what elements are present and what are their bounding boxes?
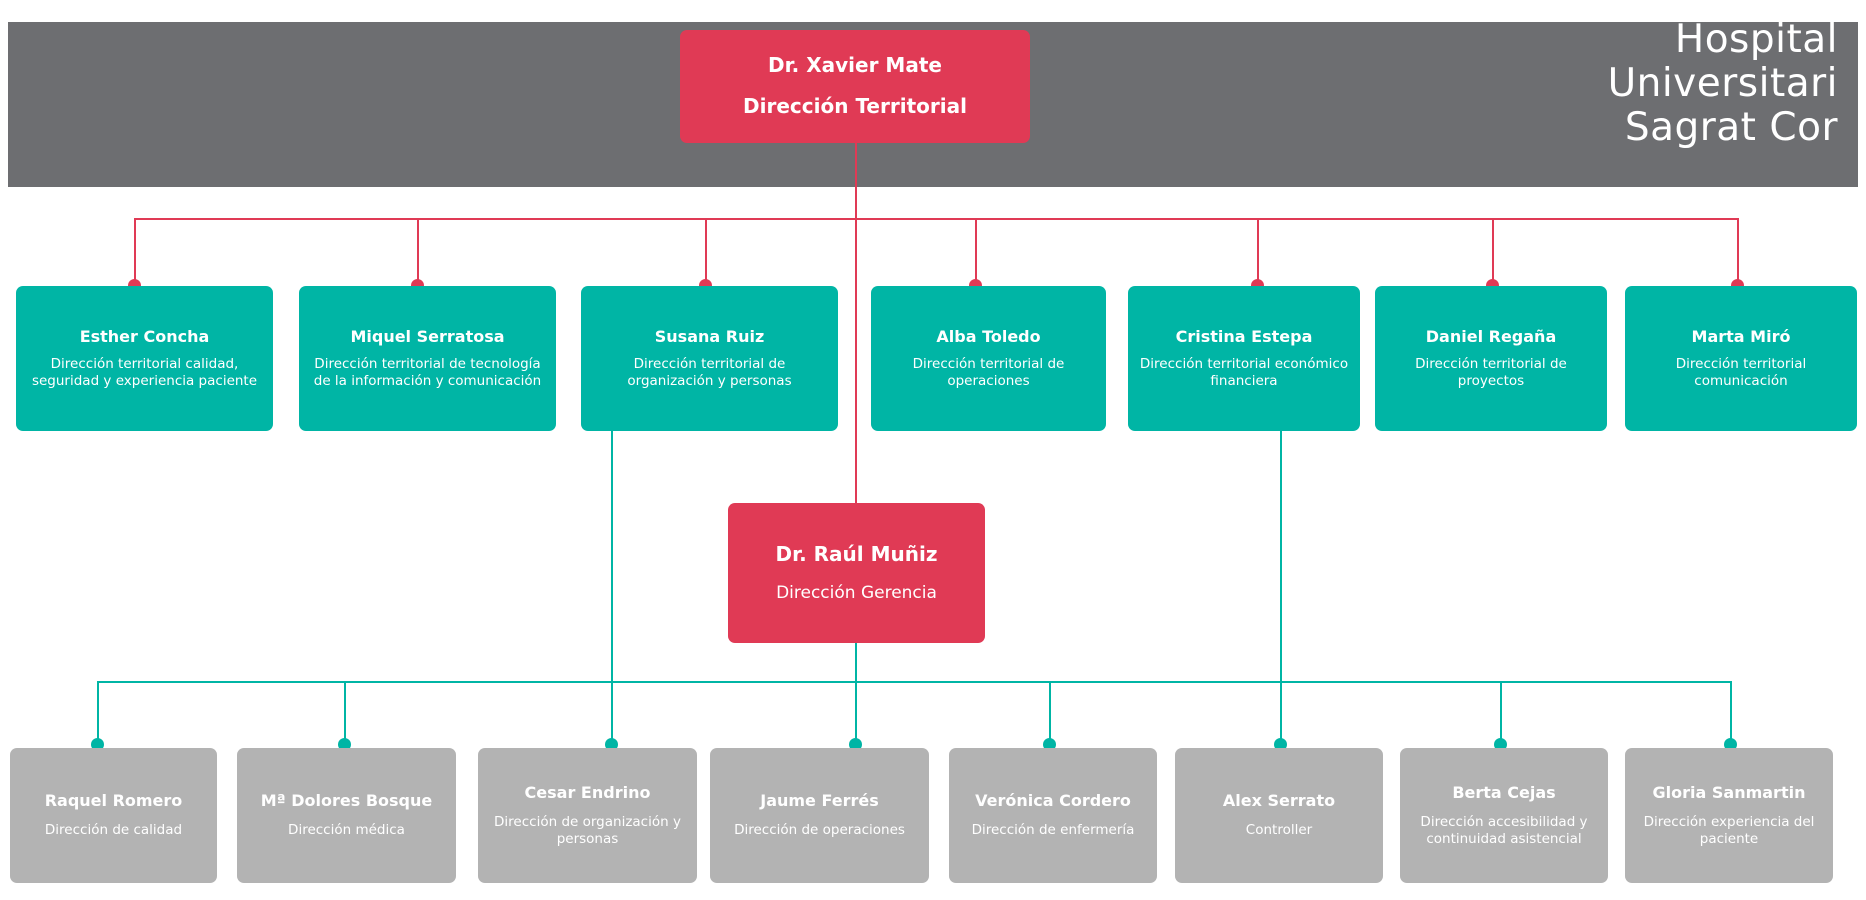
connector-gerencia-stem <box>855 643 857 682</box>
connector-grey-drop-6 <box>1280 681 1282 743</box>
node-territorial-6[interactable] <box>1375 286 1607 431</box>
node-role: Dirección experiencia del paciente <box>1643 813 1815 847</box>
node-name: Mª Dolores Bosque <box>260 791 433 811</box>
hospital-name-line-2: Universitari <box>1607 61 1838 106</box>
connector-drop-5 <box>1257 218 1259 284</box>
connector-root-to-gerencia <box>855 218 857 505</box>
node-direccion-8[interactable] <box>1625 748 1833 883</box>
connector-drop-3 <box>705 218 707 284</box>
node-name: Alba Toledo <box>936 326 1041 346</box>
node-name: Dr. Xavier Mate <box>768 53 942 78</box>
node-name: Verónica Cordero <box>975 791 1131 811</box>
connector-grey-drop-2 <box>344 681 346 743</box>
node-direccion-5[interactable] <box>949 748 1157 883</box>
node-role: Dirección de operaciones <box>734 822 905 839</box>
connector-territorial-bus <box>134 218 1737 220</box>
node-role: Dirección médica <box>288 822 405 839</box>
node-name: Berta Cejas <box>1452 782 1556 802</box>
node-name: Dr. Raúl Muñiz <box>775 541 938 566</box>
connector-grey-drop-7 <box>1500 681 1502 743</box>
node-direccion-gerencia[interactable] <box>728 503 985 643</box>
connector-teal-susana <box>611 430 613 682</box>
node-territorial-5[interactable] <box>1128 286 1360 431</box>
node-territorial-7[interactable] <box>1625 286 1857 431</box>
hospital-name-line-1: Hospital <box>1674 17 1838 62</box>
node-direccion-territorial[interactable] <box>680 30 1030 143</box>
hospital-name-line-3: Sagrat Cor <box>1624 105 1838 150</box>
connector-teal-cristina <box>1280 430 1282 682</box>
node-role: Dirección Gerencia <box>776 582 937 603</box>
node-name: Esther Concha <box>79 326 210 346</box>
hospital-name <box>1608 18 1838 150</box>
node-name: Daniel Regaña <box>1425 326 1557 346</box>
node-territorial-2[interactable] <box>299 286 556 431</box>
connector-drop-4 <box>975 218 977 284</box>
node-direccion-6[interactable] <box>1175 748 1383 883</box>
connector-drop-2 <box>417 218 419 284</box>
connector-drop-7 <box>1737 218 1739 284</box>
node-name: Cristina Estepa <box>1175 326 1313 346</box>
node-name: Marta Miró <box>1691 326 1791 346</box>
node-direccion-4[interactable] <box>710 748 929 883</box>
node-role: Dirección territorial económico financiera <box>1139 355 1349 389</box>
node-role: Dirección accesibilidad y continuidad asistencial <box>1420 813 1588 847</box>
node-name: Gloria Sanmartin <box>1652 782 1806 802</box>
node-name: Alex Serrato <box>1222 791 1336 811</box>
node-name: Raquel Romero <box>44 791 183 811</box>
node-territorial-3[interactable] <box>581 286 838 431</box>
node-role: Dirección territorial de tecnología de la información y comunicación <box>313 355 542 389</box>
node-role: Dirección territorial de proyectos <box>1415 355 1567 389</box>
node-name: Susana Ruiz <box>654 326 765 346</box>
connector-grey-drop-1 <box>97 681 99 743</box>
node-role: Dirección de calidad <box>44 822 183 839</box>
connector-grey-drop-8 <box>1730 681 1732 743</box>
connector-grey-drop-3 <box>611 681 613 743</box>
connector-drop-1 <box>134 218 136 284</box>
connector-direccion-bus <box>97 681 1730 683</box>
node-role: Dirección territorial comunicación <box>1675 355 1807 389</box>
node-territorial-1[interactable] <box>16 286 273 431</box>
node-direccion-2[interactable] <box>237 748 456 883</box>
node-direccion-7[interactable] <box>1400 748 1608 883</box>
node-role: Dirección territorial de organización y personas <box>627 355 792 389</box>
node-name: Cesar Endrino <box>524 782 651 802</box>
node-territorial-4[interactable] <box>871 286 1106 431</box>
node-role: Controller <box>1245 822 1313 839</box>
node-role: Dirección territorial de operaciones <box>912 355 1065 389</box>
connector-root-stem <box>855 143 857 219</box>
node-direccion-1[interactable] <box>10 748 217 883</box>
node-direccion-3[interactable] <box>478 748 697 883</box>
node-role: Dirección de organización y personas <box>494 813 681 847</box>
connector-grey-drop-5 <box>1049 681 1051 743</box>
node-role: Dirección territorial calidad, seguridad y experiencia paciente <box>31 355 258 389</box>
node-role: Dirección de enfermería <box>971 822 1135 839</box>
node-role: Dirección Territorial <box>743 94 967 119</box>
connector-drop-6 <box>1492 218 1494 284</box>
connector-grey-drop-4 <box>855 681 857 743</box>
node-name: Jaume Ferrés <box>760 791 879 811</box>
node-name: Miquel Serratosa <box>350 326 505 346</box>
